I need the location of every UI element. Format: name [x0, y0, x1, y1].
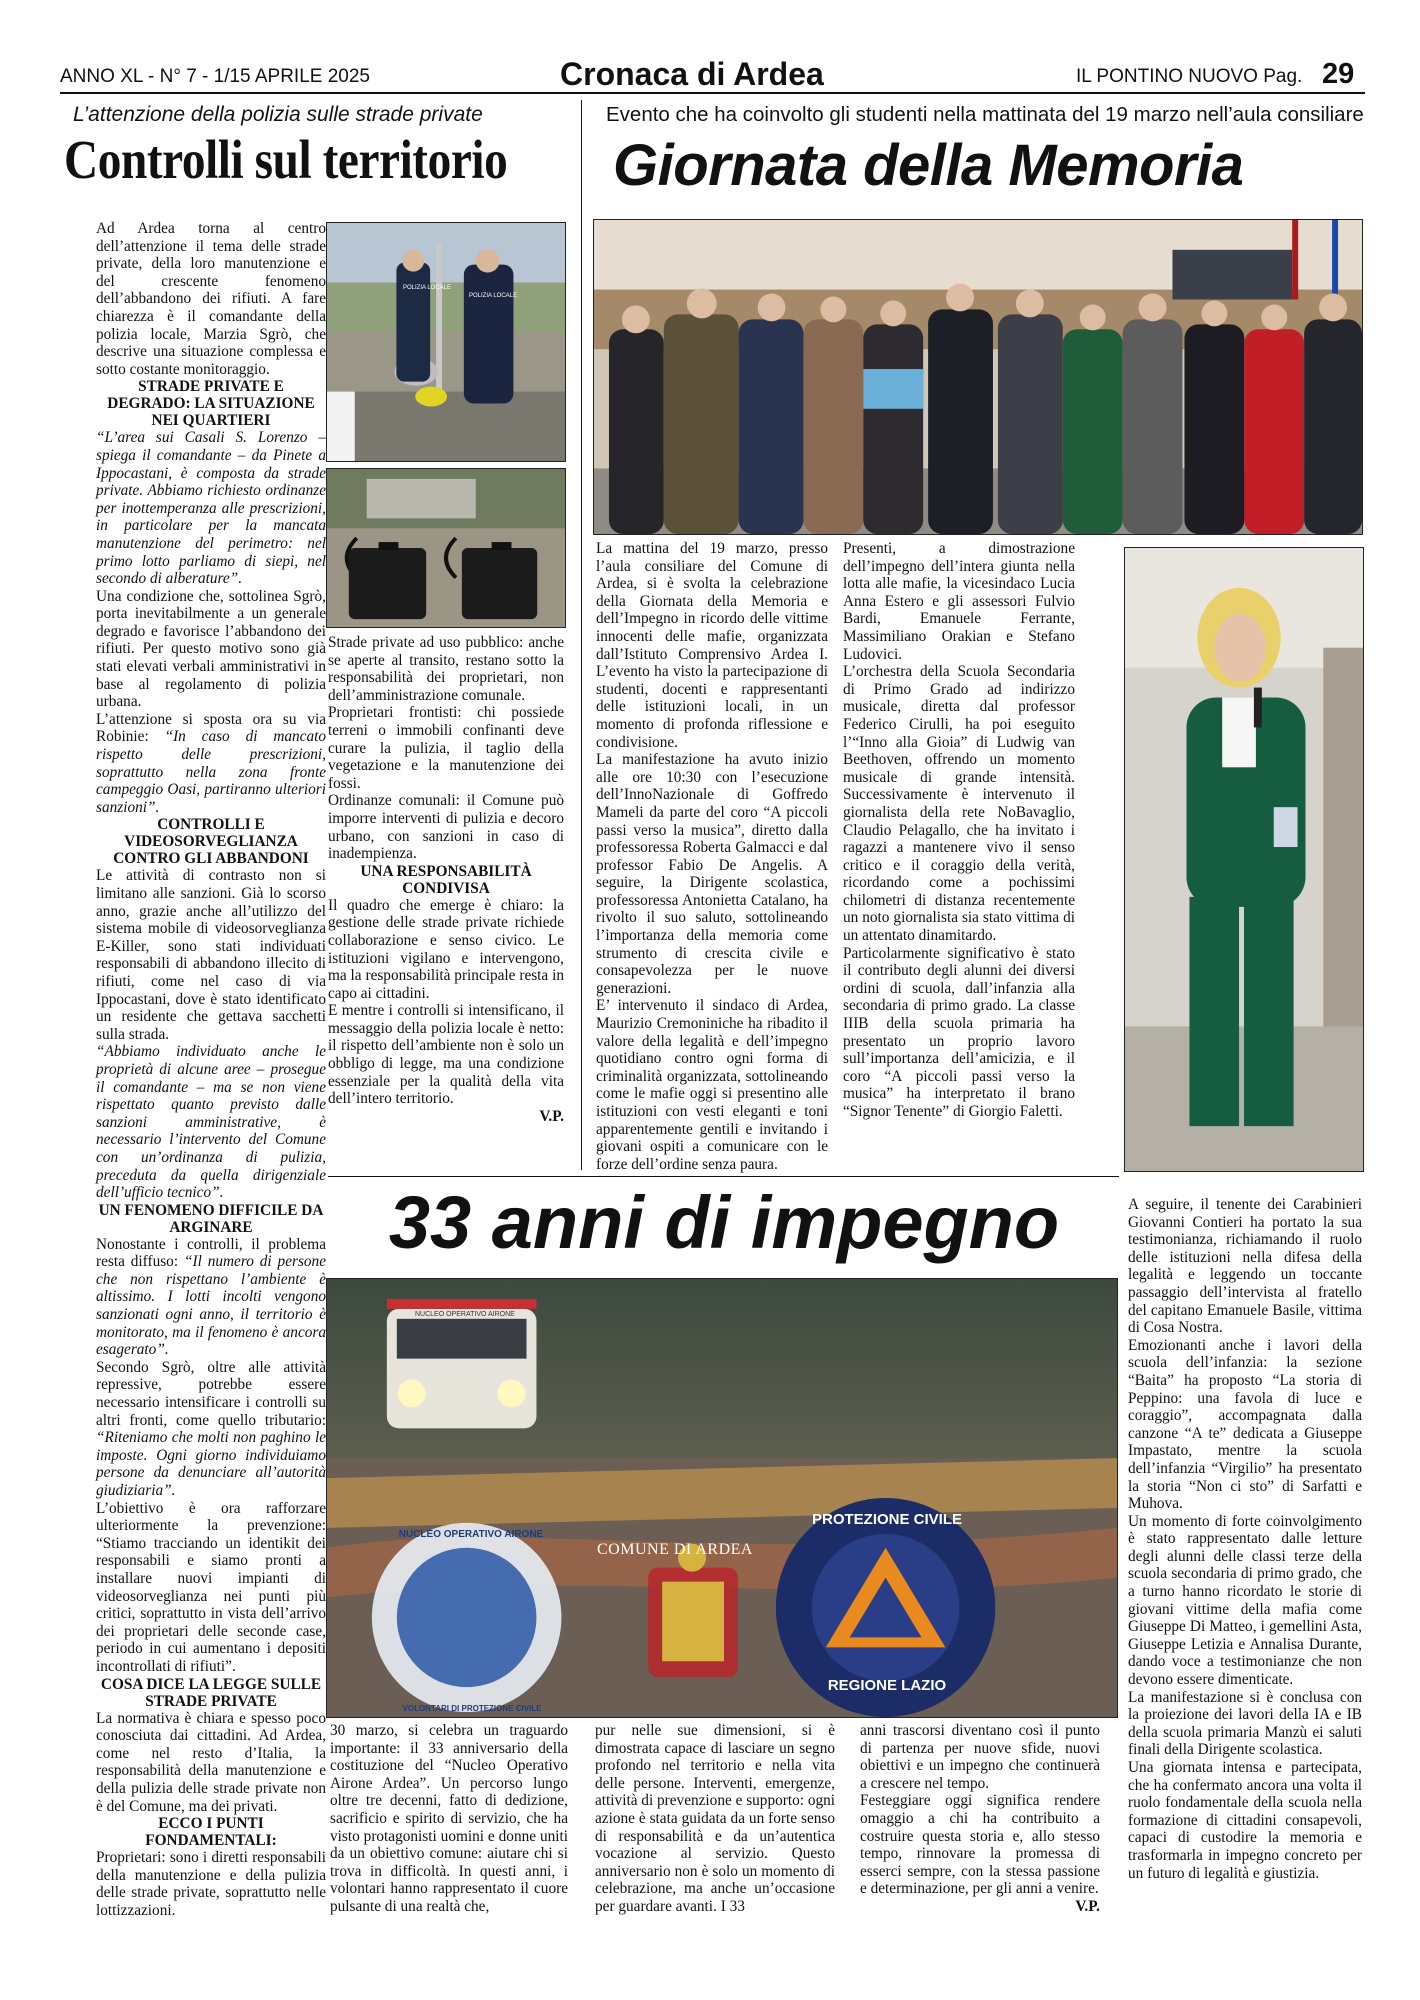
police-badge-text-2: POLIZIA LOCALE — [469, 293, 518, 299]
airone-col1: 30 marzo, si celebra un traguardo importante: il 33 anniversario della costituzione del “Nucleo Operativo Airone Ardea”. Un percorso lungo oltre tre decenni, fatto di dedizione, sacrificio e spirito di servizio, che ha visto protagonisti uomini e donne uniti da un obiettivo comune: aiutare chi si trova in difficoltà. In questi anni, i volontari hanno rappresentato il cuore pulsante di una realtà che, — [330, 1722, 568, 1915]
badge-left-text: NUCLEO OPERATIVO AIRONE — [398, 1529, 544, 1540]
left-p6-quote: “Riteniamo che molti non paghino le imposte. Ogni giorno individuiamo persone da denunciare all’autorità giudiziaria”. — [96, 1429, 326, 1499]
left-p3-lead: L’attenzione si sposta ora su via Robinie: — [96, 710, 326, 746]
vehicle-text: NUCLEO OPERATIVO AIRONE — [415, 1311, 515, 1318]
left-col-1 — [96, 220, 326, 1919]
badge-right-top-text: PROTEZIONE CIVILE — [811, 1511, 962, 1528]
memoria-col1-b: La manifestazione ha avuto inizio alle ore 10:30 con l’esecuzione dell’InnoNazionale di Goffredo Mameli da parte del coro “A piccoli passi verso la musica”, diretto dalla professoressa Roberta Galmacci e dal professor Fabio De Angelis. A seguire, la Dirigente scolastica, professoressa Antonietta Catalano, ha rivolto il suo saluto, sottolineando l’importanza della memoria come strumento di crescita civile e consapevolezza per le nuove generazioni. — [596, 751, 828, 997]
left-p7: L’obiettivo è ora rafforzare ulteriormente la prevenzione: “Stiamo tracciando un identikit dei responsabili e siamo pronti a installare nuovi impianti di videosorveglianza nei punti più critici, soprattutto in vista dell’arrivo dei proprietari delle seconde case, periodo in cui aumentano i depositi incontrollati di rifiuti”. — [96, 1499, 326, 1675]
left-sub4: COSA DICE LA LEGGE SULLE STRADE PRIVATE — [100, 1675, 322, 1710]
airone-col-2 — [595, 1722, 835, 1916]
page-label: Pag. — [1263, 66, 1303, 87]
left-p9: Proprietari: sono i diretti responsabili della manutenzione e della pulizia delle strade private, soprattutto nelle lottizzazioni. — [96, 1849, 326, 1919]
paper-name-text: IL PONTINO NUOVO — [1076, 66, 1258, 87]
airone-headline: 33 anni di impegno — [388, 1181, 1060, 1264]
airone-col-1 — [330, 1722, 568, 1916]
left-c2-p5: E mentre i controlli si intensificano, il messaggio della polizia locale è netto: il rispetto dell’ambiente non è solo un obbligo di legge, ma una condizione essenziale per la qualità della vita dell’intero territorio. — [328, 1002, 564, 1108]
airone-col3-a: anni trascorsi diventano così il punto di partenza per nuove sfide, nuovi obiettivi e un impegno che continuerà a crescere nel tempo. — [860, 1722, 1100, 1792]
section-title: Cronaca di Ardea — [560, 56, 824, 92]
memoria-kicker: Evento che ha coinvolto gli studenti nella mattinata del 19 marzo nell’aula consiliare — [606, 103, 1364, 126]
left-sub5: ECCO I PUNTI FONDAMENTALI: — [145, 1815, 277, 1850]
left-kicker: L’attenzione della polizia sulle strade private — [73, 103, 483, 126]
paper-name — [1076, 66, 1302, 88]
left-p6 — [96, 1359, 326, 1500]
left-p2: Una condizione che, sottolinea Sgrò, porta inevitabilmente a un generale degrado e favorisce l’abbandono dei rifiuti. Per questo motivo sono già stati elevati verbali amministrativi in base al regolamento di polizia urbana. — [96, 587, 326, 711]
page-number: 29 — [1322, 58, 1355, 90]
column-divider — [581, 100, 582, 1170]
left-c2-p3: Ordinanze comunali: il Comune può imporre interventi di pulizia e decoro urbano, con sanzioni in caso di inadempienza. — [328, 792, 564, 863]
speaker-photo — [1124, 547, 1364, 1172]
memoria-col3-c: Un momento di forte coinvolgimento è stato rappresentato dalle letture degli alunni delle classi terze della scuola secondaria di primo grado, che a turno hanno ricordato le storie di giovani vittime della mafia come Giuseppe Di Matteo, i gemellini Asta, Giuseppe Letizia e Annalisa Durante, dando voce a testimonianze che non devono essere dimenticate. — [1128, 1512, 1362, 1689]
left-headline: Controlli sul territorio — [64, 129, 508, 190]
cameras-photo — [326, 468, 566, 628]
left-p3-quote: “In caso di mancato rispetto delle prescrizioni, soprattutto nella zona fronte campeggio Oasi, partiranno ulteriori sanzioni”. — [96, 728, 326, 816]
left-c2-p4: Il quadro che emerge è chiaro: la gestione delle strade private richiede collaborazione e senso civico. Le istituzioni vigilano e intervengono, ma la responsabilità principale resta in capo ai cittadini. — [328, 896, 564, 1002]
memoria-col3-d: La manifestazione si è conclusa con la proiezione dei lavori della IA e IB della scuola primaria Manzù ei saluti finali della Dirigente scolastica. — [1128, 1688, 1362, 1759]
police-photo — [326, 222, 566, 462]
memoria-col-2 — [843, 540, 1075, 1121]
left-signature: V.P. — [539, 1107, 564, 1125]
left-c2-p1: Strade private ad uso pubblico: anche se aperte al transito, restano sotto la responsabilità dei proprietari, non dell’amministrazione comunale. — [328, 634, 564, 704]
memoria-col-3 — [1128, 1196, 1362, 1882]
left-sub2: CONTROLLI E VIDEOSORVEGLIANZA CONTRO GLI ABBANDONI — [113, 816, 309, 868]
airone-col3-b: Festeggiare oggi significa rendere omaggio a chi ha contribuito a costruire questa storia e, allo stesso tempo, rinnovare la promessa di esserci sempre, con la stessa passione e determinazione, per gli anni a venire. — [860, 1792, 1100, 1898]
memoria-col2-c: Particolarmente significativo è stato il contributo degli alunni dei diversi ordini di scuola, dall’infanzia alla secondaria di primo grado. La classe IIIB della scuola primaria ha presentato un proprio lavoro sull’importanza dell’amicizia, e il coro “A piccoli passi verso la musica” ha interpretato il brano “Signor Tenente” di Giorgio Faletti. — [843, 944, 1075, 1120]
badge-right-bottom-text: REGIONE LAZIO — [827, 1677, 947, 1694]
left-sub3: UN FENOMENO DIFFICILE DA ARGINARE — [98, 1201, 324, 1236]
badge-left-bottom-text: VOLONTARI DI PROTEZIONE CIVILE — [402, 1704, 542, 1713]
comune-text: COMUNE DI ARDEA — [597, 1541, 753, 1558]
left-p4: Le attività di contrasto non si limitano alle sanzioni. Già lo scorso anno, grazie anche all’utilizzo del sistema mobile di videosorveglianza E-Killer, sono stati individuati responsabili di abbandono illecito di rifiuti, come nel caso di via Ippocastani, dove è stato identificato un residente che gettava sacchetti sulla strada. — [96, 867, 326, 1043]
left-p6-lead: Secondo Sgrò, oltre alle attività repressive, potrebbe essere necessario intensificare i controlli su altri fronti, come quello tributario: — [96, 1358, 326, 1429]
header-rule — [60, 92, 1365, 94]
memoria-col1-c: E’ intervenuto il sindaco di Ardea, Maurizio Cremoniniche ha ribadito il valore della legalità e dell’impegno quotidiano contro ogni forma di criminalità organizzata, sottolineando come le mafie oggi si presentino alle istituzioni con vesti eleganti e toni apparentemente gentili e invitando i giovani ospiti a comunicare con le forze dell’ordine senza paura. — [596, 997, 828, 1173]
memoria-col3-b: Emozionanti anche i lavori della scuola dell’infanzia: la sezione “Baita” ha proposto “La storia di Peppino: una favola di luce e coraggio”, accompagnata dalla canzone “A te” dedicata a Giuseppe Impastato, mentre la scuola dell’infanzia “Virgilio” ha presentato la storia “Non ci sto” di Sarfatti e Muhova. — [1128, 1336, 1362, 1513]
left-p5-quote: “Il numero di persone che non rispettano l’ambiente è altissimo. I lotti incolti vengono sanzionati ogni anno, il territorio è monitorato, ma il fenomeno è ancora esagerato”. — [96, 1253, 326, 1359]
airone-photo — [326, 1278, 1118, 1718]
airone-col-3 — [860, 1722, 1100, 1916]
memoria-col2-a: Presenti, a dimostrazione dell’impegno dell’intera giunta nella lotta alle mafie, la vicesindaco Lucia Anna Estero e gli assessori Fulvio Bardi, Emanuele Ferrante, Massimiliano Orakian e Stefano Ludovici. — [843, 540, 1075, 663]
left-sub1: STRADE PRIVATE E DEGRADO: LA SITUAZIONE NEI QUARTIERI — [107, 378, 315, 430]
memoria-headline: Giornata della Memoria — [613, 133, 1244, 198]
memoria-col3-a: A seguire, il tenente dei Carabinieri Giovanni Contieri ha portato la sua testimonianza, richiamando il ruolo delle istituzioni nella difesa della legalità e leggendo un toccante passaggio dell’intervista al fratello del capitano Emanuele Basile, vittima di Cosa Nostra. — [1128, 1196, 1362, 1337]
issue-line: ANNO XL - N° 7 - 1/15 APRILE 2025 — [60, 66, 370, 87]
left-intro: Ad Ardea torna al centro dell’attenzione il tema delle strade private, della loro manutenzione e del crescente fenomeno dell’abbandono dei rifiuti. A fare chiarezza è il comandante della polizia locale, Marzia Sgrò, che descrive una situazione complessa e sotto costante monitoraggio. — [96, 220, 326, 378]
left-col-2 — [328, 634, 564, 1125]
left-p3 — [96, 711, 326, 817]
left-sub6: UNA RESPONSABILITÀ CONDIVISA — [360, 862, 532, 897]
left-p5 — [96, 1236, 326, 1359]
left-q2: “Abbiamo individuato anche le proprietà di alcune aree – prosegue il comandante – ma se non viene rispettato quanto previsto dalle sanzioni amministrative, è necessario l’intervento del Comune con un’ordinanza di pulizia, preceduta da quella dirigenziale dell’ufficio tecnico”. — [96, 1043, 326, 1202]
memoria-col-1 — [596, 540, 828, 1173]
airone-col2: pur nelle sue dimensioni, si è dimostrata capace di lasciare un segno profondo nel territorio e nella vita delle persone. Interventi, emergenze, attività di prevenzione e supporto: ogni azione è stata guidata da un forte senso di responsabilità e da un’autentica vocazione al servizio. Questo anniversario non è solo un momento di celebrazione, ma anche un’occasione per guardare avanti. I 33 — [595, 1722, 836, 1915]
left-p8: La normativa è chiara e spesso poco conosciuta dai cittadini. Ad Ardea, come nel resto d’Italia, la responsabilità della manutenzione e della pulizia delle strade private non è del Comune, ma dei privati. — [96, 1709, 326, 1815]
left-p5-lead: Nonostante i controlli, il problema resta diffuso: — [96, 1235, 326, 1271]
police-badge-text: POLIZIA LOCALE — [403, 285, 452, 291]
left-c2-p2: Proprietari frontisti: chi possiede terreni o immobili confinanti deve curare la pulizia, il taglio della vegetazione e la manutenzione dei fossi. — [328, 704, 564, 792]
group-photo — [593, 219, 1363, 535]
airone-signature: V.P. — [1075, 1897, 1100, 1915]
left-q1: “L’area sui Casali S. Lorenzo – spiega il comandante – da Pinete a Ippocastani, è composta da strade private. Abbiamo richiesto ordinanze per inottemperanza alle prescrizioni, in particolare per la mancata manutenzione del perimetro: nel primo lotto parliamo di siepi, nel secondo di alberature”. — [96, 429, 326, 588]
memoria-col2-b: L’orchestra della Scuola Secondaria di Primo Grado ad indirizzo musicale, diretta dal professor Federico Cirulli, ha poi eseguito l’“Inno alla Gioia” di Ludwig van Beethoven, offrendo un momento musicale di grande intensità. Successivamente è intervenuto il giornalista della rete NoBavaglio, Claudio Pelagallo, che ha invitato i ragazzi a mantenere vivo il senso critico e il coraggio della verità, ricordando come a pochissimi chilometri di distanza recentemente un noto giornalista sia stato vittima di un attentato dinamitardo. — [843, 663, 1075, 945]
memoria-col1: La mattina del 19 marzo, presso l’aula consiliare del Comune di Ardea, si è svolta la celebrazione della Giornata della Memoria e dell’Impegno in ricordo delle vittime innocenti delle mafie, organizzata dall’Istituto Comprensivo Ardea I. L’evento ha visto la partecipazione di studenti, docenti e rappresentanti delle istituzioni locali, in un momento di profonda riflessione e condivisione. — [596, 540, 828, 751]
memoria-col3-e: Una giornata intensa e partecipata, che ha confermato ancora una volta il ruolo fondamentale della scuola nella formazione di cittadini consapevoli, capaci di custodire la memoria e trasformarla in impegno concreto per un futuro di legalità e giustizia. — [1128, 1759, 1362, 1882]
